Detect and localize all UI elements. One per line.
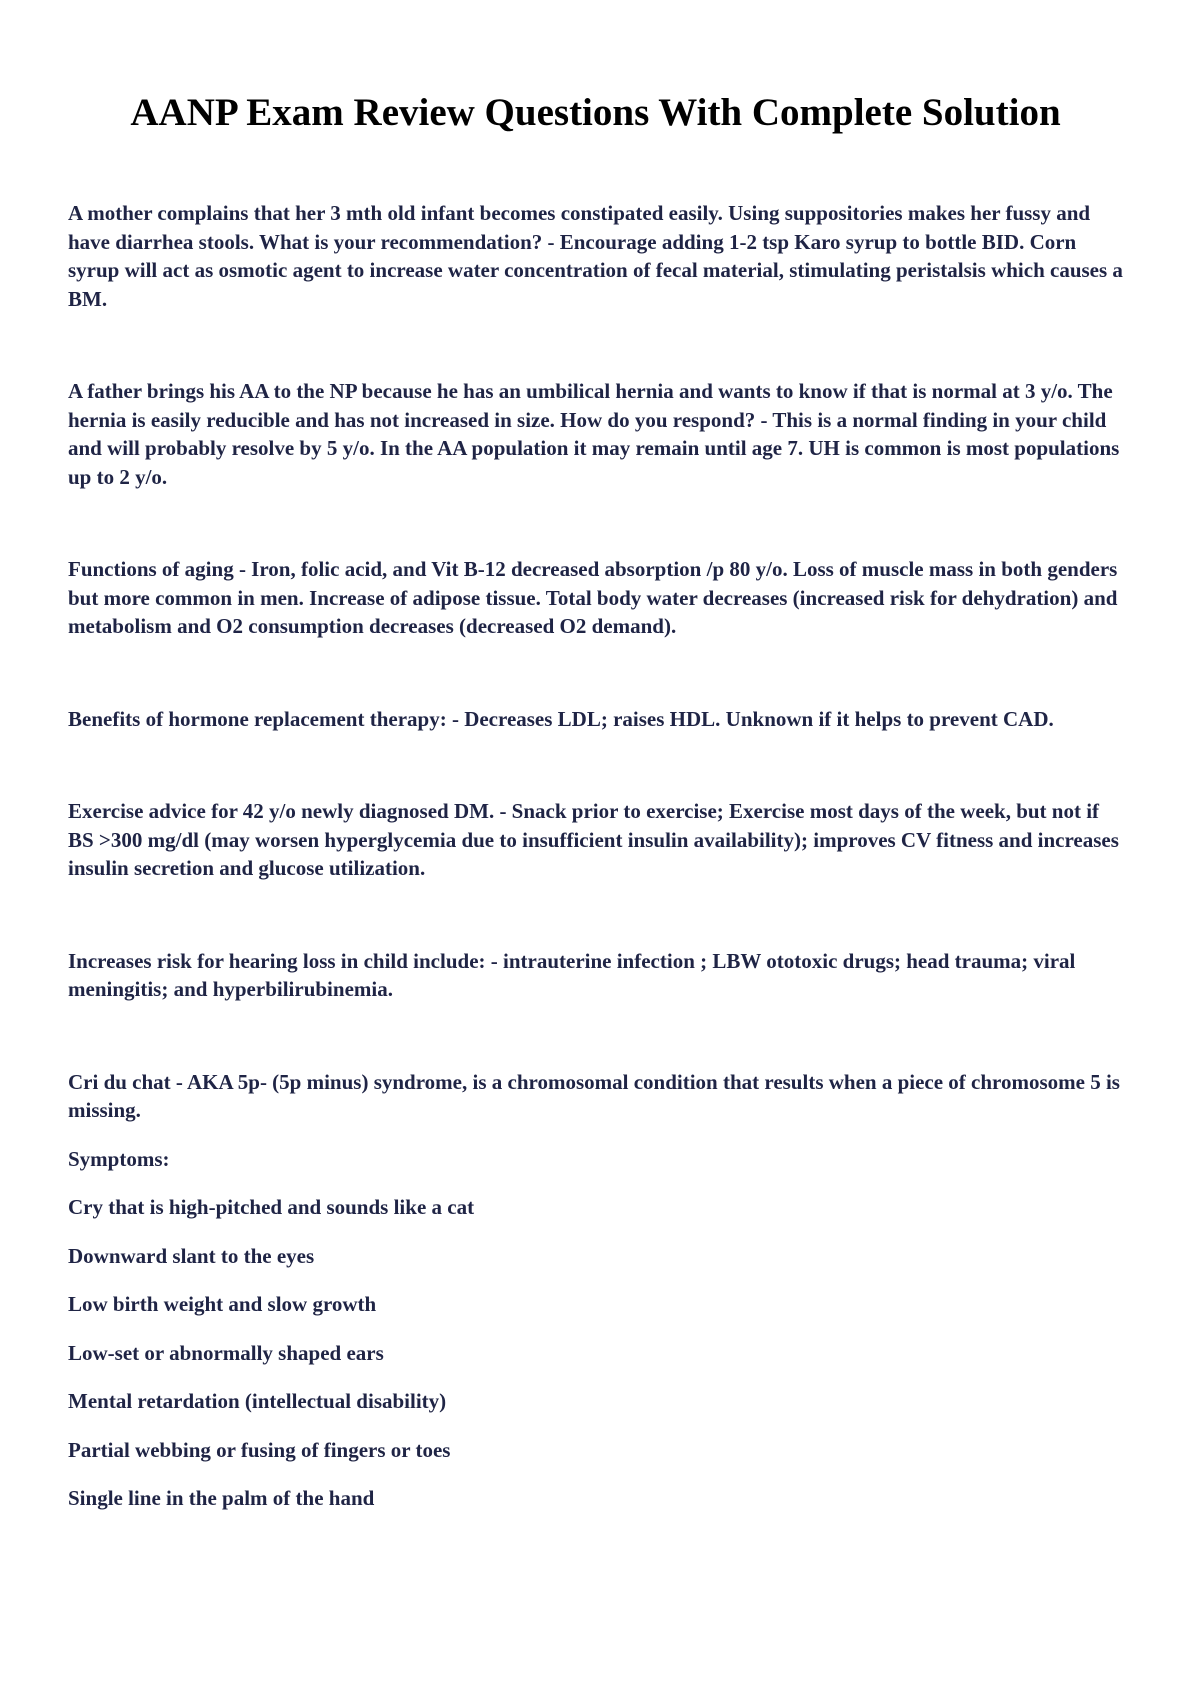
- symptom-item: Downward slant to the eyes: [68, 1243, 315, 1268]
- symptoms-heading: Symptoms:: [68, 1146, 170, 1171]
- symptom-item: Mental retardation (intellectual disability): [68, 1389, 447, 1413]
- qa-item-cri-du-chat: Cri du chat - AKA 5p- (5p minus) syndrome, is a chromosomal condition that results when a piece of chromosome 5 is missing.: [68, 1069, 1120, 1122]
- symptom-item: Cry that is high-pitched and sounds like a cat: [68, 1195, 475, 1219]
- qa-item-functions-of-aging: Functions of aging - Iron, folic acid, and Vit B-12 decreased absorption /p 80 y/o. Loss of muscle mass in both genders but more common in men. Increase of adipose tissue. Total body water decreases (increased risk for dehydration) and metabolism and O2 consumption decreases (decreased O2 demand).: [68, 557, 1118, 638]
- symptom-item: Partial webbing or fusing of fingers or toes: [68, 1437, 451, 1462]
- symptom-item: Single line in the palm of the hand: [68, 1486, 375, 1510]
- symptom-item: Low-set or abnormally shaped ears: [68, 1340, 384, 1365]
- symptom-list: [68, 1193, 1123, 1513]
- qa-item-hearing-loss: Increases risk for hearing loss in child include: - intrauterine infection ; LBW ototoxic drugs; head trauma; viral meningitis; and hyperbilirubinemia.: [68, 948, 1076, 1001]
- qa-item-hormone-replacement: Benefits of hormone replacement therapy: - Decreases LDL; raises HDL. Unknown if it helps to prevent CAD.: [68, 706, 1054, 731]
- qa-list: [68, 199, 1123, 1125]
- qa-item-umbilical-hernia: A father brings his AA to the NP because he has an umbilical hernia and wants to know if that is normal at 3 y/o. The hernia is easily reducible and has not increased in size. How do you respond? - This is a normal finding in your child and will probably resolve by 5 y/o. In the AA population it may remain until age 7. UH is common is most populations up to 2 y/o.: [68, 379, 1120, 489]
- qa-item-exercise-advice: Exercise advice for 42 y/o newly diagnosed DM. - Snack prior to exercise; Exercise most days of the week, but not if BS >300 mg/dl (may worsen hyperglycemia due to insufficient insulin availability); improves CV fitness and increases insulin secretion and glucose utilization.: [68, 799, 1119, 880]
- symptoms-section: [68, 1145, 1123, 1513]
- page-title: AANP Exam Review Questions With Complete Solution: [130, 91, 1061, 134]
- symptom-item: Low birth weight and slow growth: [68, 1292, 377, 1316]
- qa-item-infant-constipation: A mother complains that her 3 mth old infant becomes constipated easily. Using suppositories makes her fussy and have diarrhea stools. What is your recommendation? - Encourage adding 1-2 tsp Karo syrup to bottle BID. Corn syrup will act as osmotic agent to increase water concentration of fecal material, stimulating peristalsis which causes a BM.: [68, 201, 1123, 311]
